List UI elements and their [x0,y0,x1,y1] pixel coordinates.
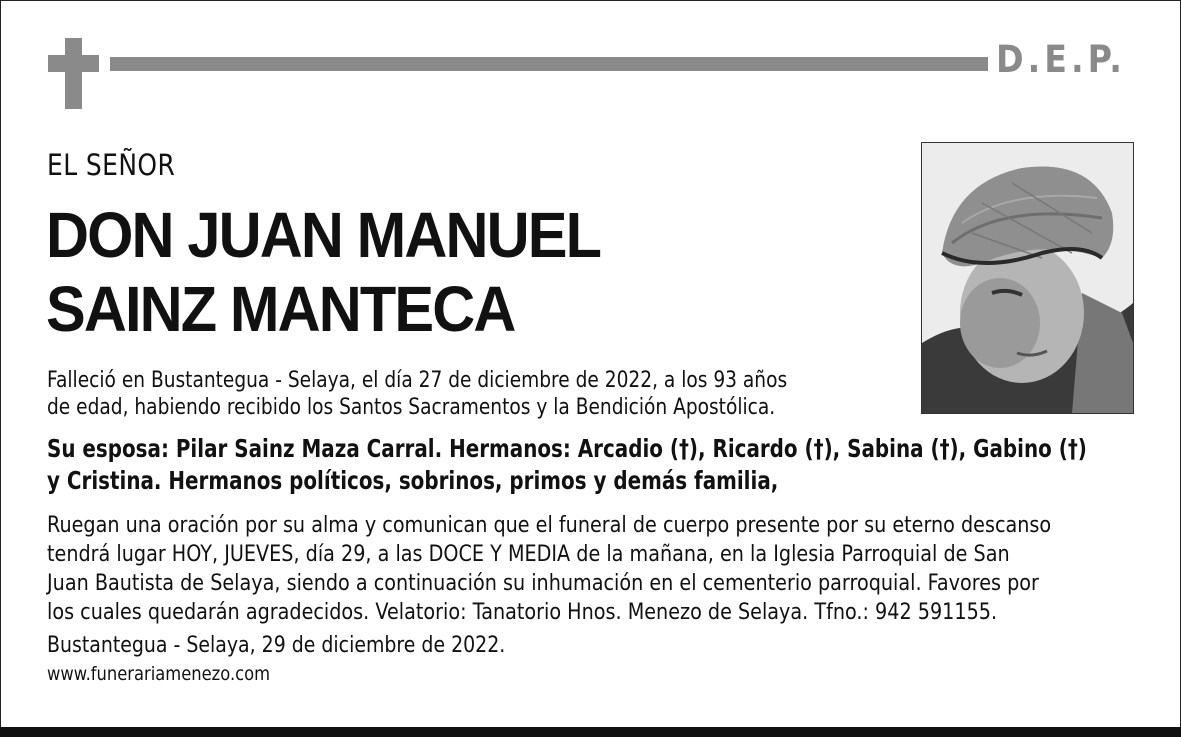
cross-icon [65,38,82,109]
text-line: Su esposa: Pilar Sainz Maza Carral. Hermanos: Arcadio (†), Ricardo (†), Sabina (†), Gabino (†) [47,434,1087,463]
text-line: Ruegan una oración por su alma y comunican que el funeral de cuerpo presente por su eterno descanso [47,513,1052,538]
funeral-details [47,511,1051,627]
text-line: Juan Bautista de Selaya, siendo a continuación su inhumación en el cementerio parroquial. Favores por [47,571,1039,596]
text-line: de edad, habiendo recibido los Santos Sacramentos y la Bendición Apostólica. [47,395,776,420]
bottom-border [0,727,1181,737]
name-line: SAINZ MANTECA [46,273,515,345]
text-line: tendrá lugar HOY, JUEVES, día 29, a las DOCE Y MEDIA de la mañana, en la Iglesia Parroquial de San [47,542,1010,567]
website-link[interactable]: www.funerariamenezo.com [47,663,271,685]
death-notice [47,367,787,421]
text-line: los cuales quedarán agradecidos. Velatorio: Tanatorio Hnos. Menezo de Selaya. Tfno.: 942 591155. [47,600,998,625]
header-rule [110,57,988,71]
name-line: DON JUAN MANUEL [46,199,601,271]
family-list [47,433,1087,497]
deceased-name [46,198,600,346]
portrait-illustration [922,143,1133,413]
cross-icon-arm [48,55,99,72]
honorific: EL SEÑOR [47,148,176,182]
dep-label: D.E.P. [996,38,1126,81]
text-line: Falleció en Bustantegua - Selaya, el día 27 de diciembre de 2022, a los 93 años [47,368,788,393]
text-line: y Cristina. Hermanos políticos, sobrinos, primos y demás familia, [47,466,779,495]
portrait-photo [921,142,1134,414]
place-date: Bustantegua - Selaya, 29 de diciembre de 2022. [47,633,506,658]
